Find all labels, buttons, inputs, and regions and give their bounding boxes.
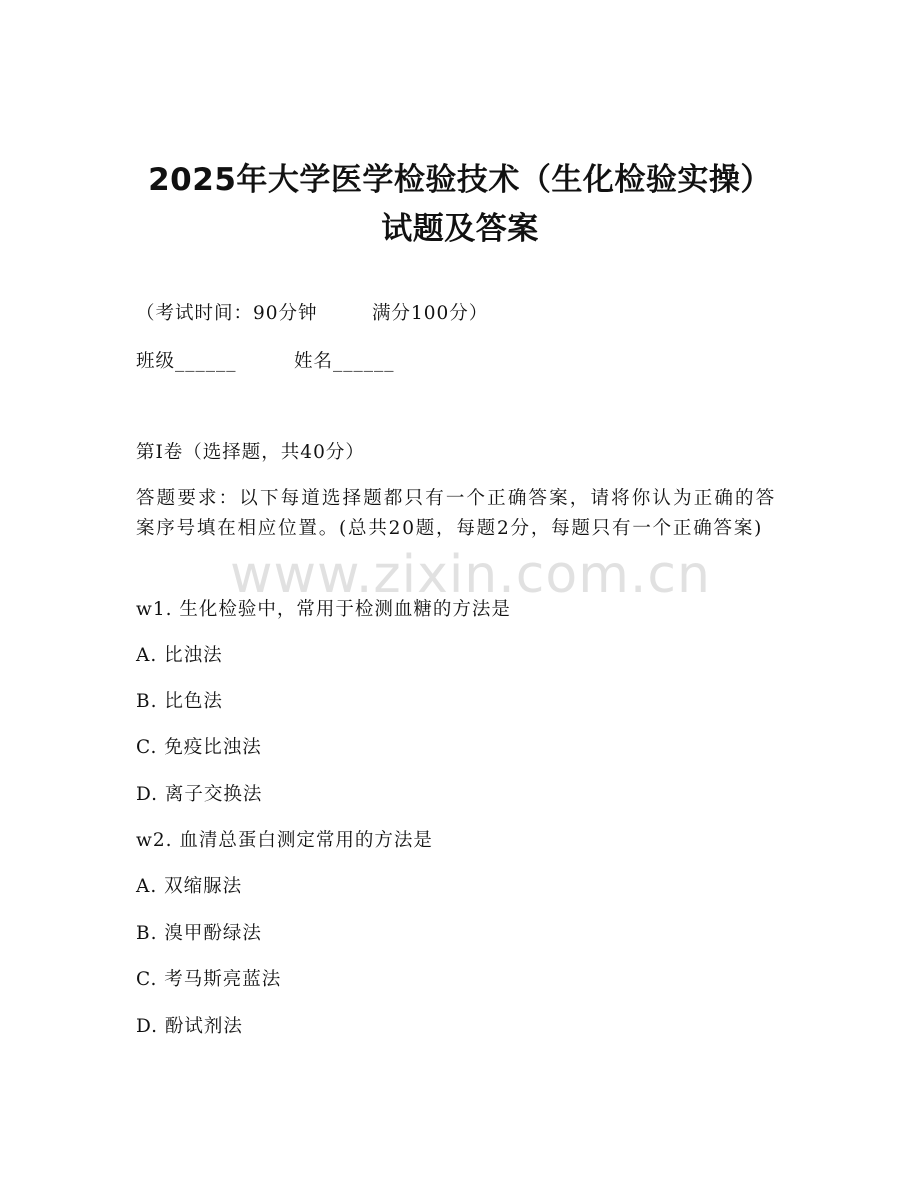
question-option: B. 溴甲酚绿法 [136,923,262,944]
site-watermark: www.zixin.com.cn [230,545,711,605]
question-option: D. 离子交换法 [136,784,263,805]
document-title-line2: 试题及答案 [381,211,539,247]
question-option: A. 比浊法 [136,645,223,666]
section-heading: 第I卷（选择题，共40分） [136,442,365,463]
question-option: B. 比色法 [136,691,223,712]
question-option: C. 考马斯亮蓝法 [136,969,282,990]
answer-instructions: 答题要求：以下每道选择题都只有一个正确答案，请将你认为正确的答案序号填在相应位置。(总共20题，每题2分，每题只有一个正确答案) [136,488,776,539]
question-stem: w1. 生化检验中，常用于检测血糖的方法是 [136,599,511,620]
question-option: C. 免疫比浊法 [136,737,262,758]
document-title-line1: 2025年大学医学检验技术（生化检验实操） [148,162,772,198]
question-option: A. 双缩脲法 [136,876,243,897]
question-option: D. 酚试剂法 [136,1016,243,1037]
exam-time-info: （考试时间：90分钟 [136,303,318,324]
class-field: 班级______ [136,351,237,372]
exam-score-info: 满分100分） [372,303,489,324]
name-field: 姓名______ [294,351,395,372]
question-stem: w2. 血清总蛋白测定常用的方法是 [136,830,433,851]
